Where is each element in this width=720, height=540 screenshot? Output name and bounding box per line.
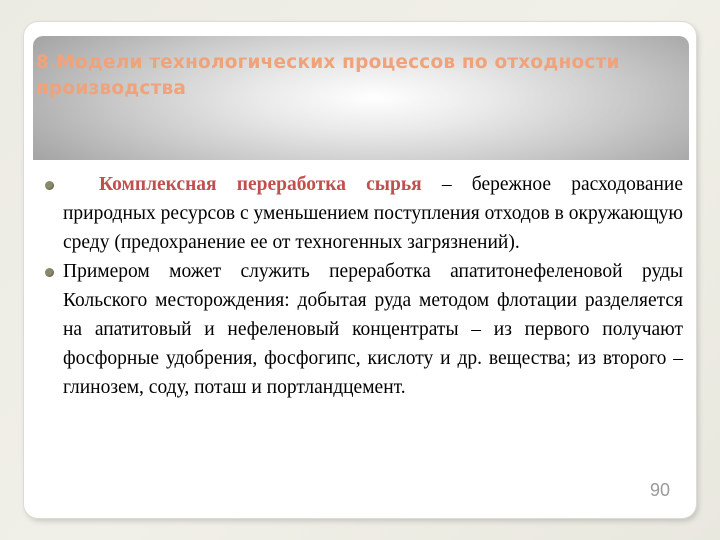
paragraph-text: – бережное расходование природных ресурсов с уменьшением поступления отходов в окружающую среду (предохранение ее от техногенных загрязнений). <box>63 174 684 253</box>
bullet-icon <box>45 181 54 190</box>
bullet-paragraph-2 <box>43 257 683 402</box>
slide-title: 8.Модели технологических процессов по отходности производства <box>36 52 620 99</box>
slide-body <box>43 170 683 402</box>
page-number: 90 <box>650 480 671 500</box>
paragraph-text: Примером может служить переработка апатитонефеленовой руды Кольского месторождения: добытая руда методом флотации разделяется на апатитовый и нефеленовый концентраты – из первого получают фосфорные удобрения, фосфогипс, кислоту и др. вещества; из второго – глинозем, соду, поташ и портландцемент. <box>63 261 683 398</box>
bullet-icon <box>45 268 54 277</box>
key-term: Комплексная переработка сырья <box>99 174 422 195</box>
bullet-paragraph-1 <box>43 170 683 257</box>
